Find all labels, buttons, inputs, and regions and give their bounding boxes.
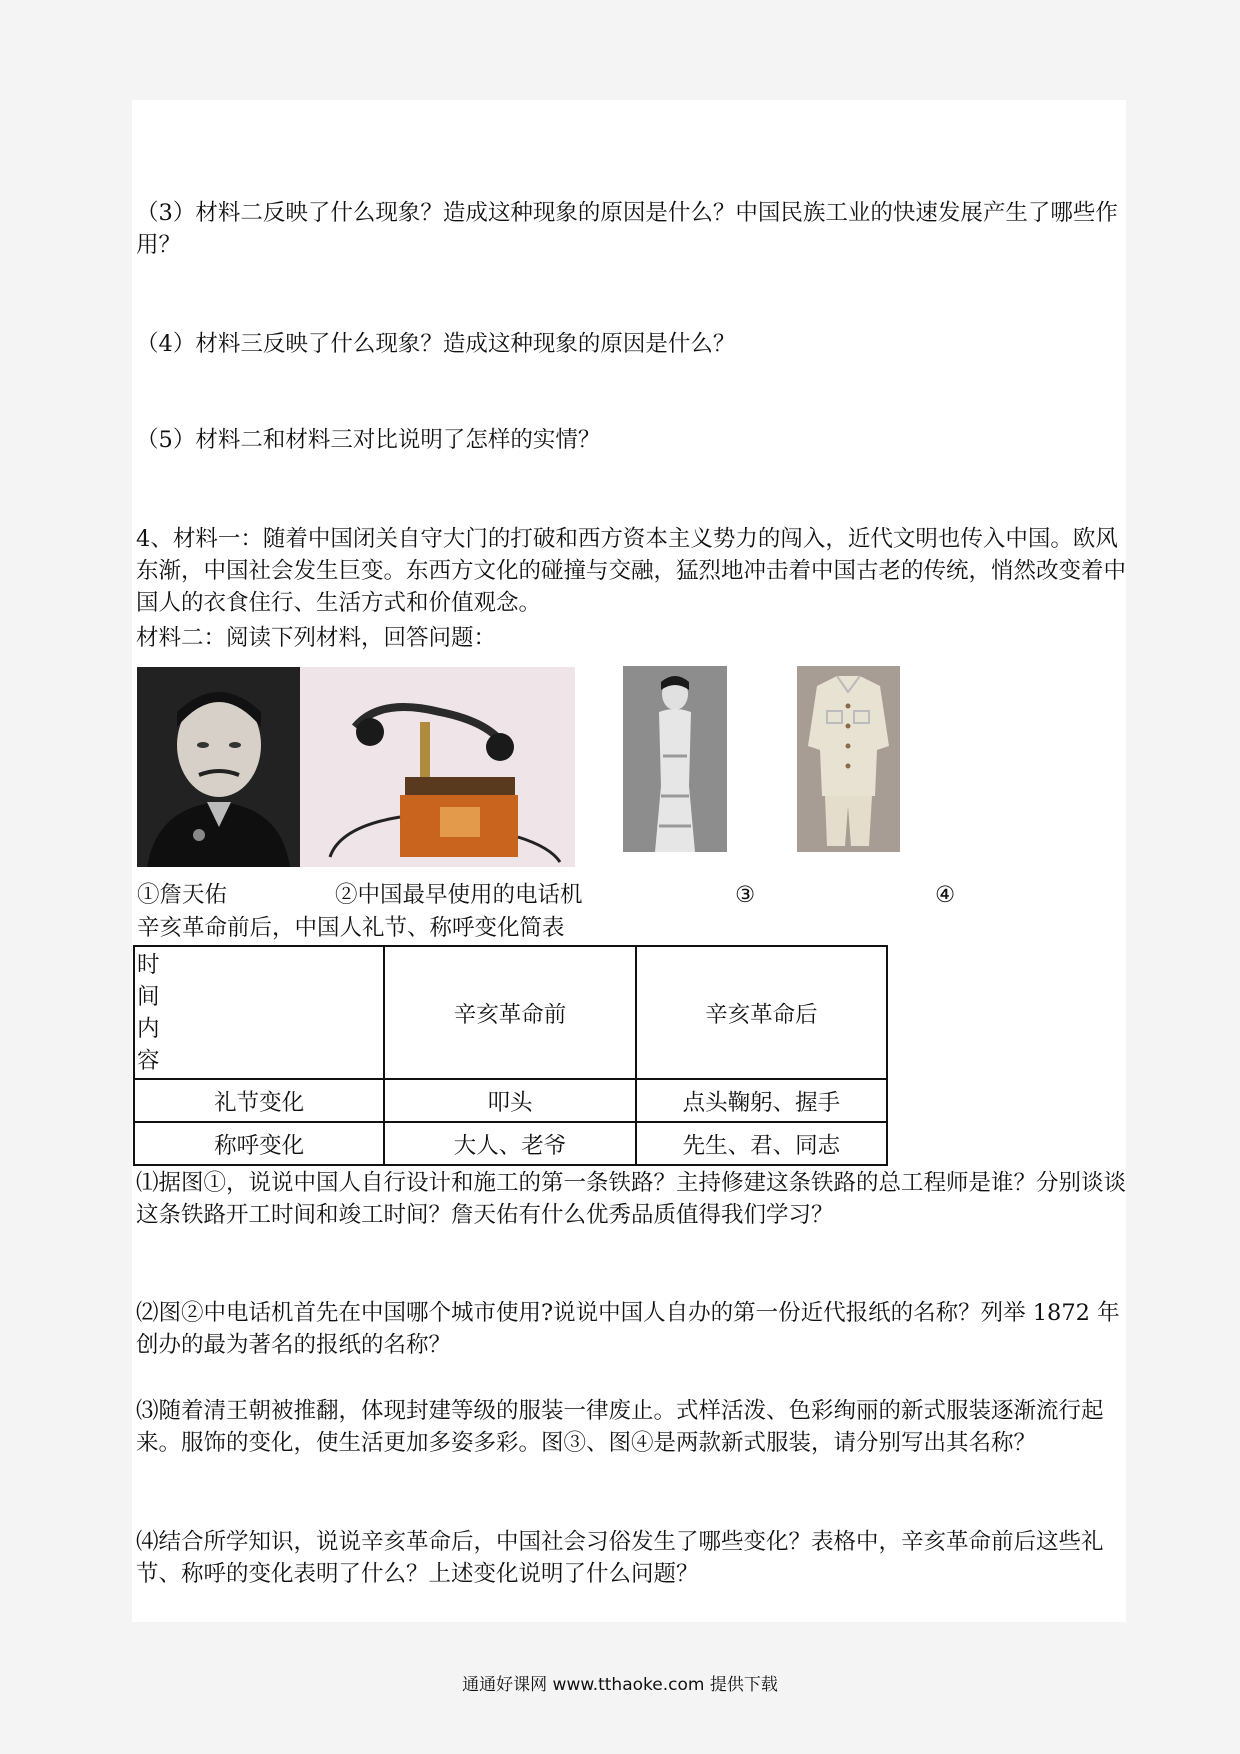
caption-4: ④ [935, 882, 956, 908]
caption-2: ②中国最早使用的电话机 [335, 882, 583, 908]
header-before: 辛亥革命前 [384, 946, 635, 1079]
corner-char: 时 [137, 951, 160, 978]
corner-char: 内 [137, 1015, 160, 1042]
qipao-photo [623, 666, 727, 852]
subquestion-4: ⑷结合所学知识，说说辛亥革命后，中国社会习俗发生了哪些变化？表格中，辛亥革命前后这些礼节、称呼的变化表明了什么？上述变化说明了什么问题？ [136, 1529, 1104, 1587]
question-4: （4）材料三反映了什么现象？造成这种现象的原因是什么？ [136, 331, 736, 357]
table-header-row [134, 946, 887, 1079]
question-5: （5）材料二和材料三对比说明了怎样的实情？ [136, 427, 601, 453]
row-after: 先生、君、同志 [636, 1122, 887, 1165]
page-footer: 通通好课网 www.tthaoke.com 提供下载 [462, 1675, 778, 1695]
row-label: 称呼变化 [134, 1122, 384, 1165]
table-title: 辛亥革命前后，中国人礼节、称呼变化简表 [137, 915, 565, 941]
row-before: 大人、老爷 [384, 1122, 635, 1165]
corner-char: 间 [137, 983, 160, 1010]
table-corner-cell [134, 946, 384, 1079]
row-label: 礼节变化 [134, 1079, 384, 1122]
subquestion-3: ⑶随着清王朝被推翻，体现封建等级的服装一律废止。式样活泼、色彩绚丽的新式服装逐渐流行起来。服饰的变化，使生活更加多姿多彩。图③、图④是两款新式服装，请分别写出其名称？ [136, 1398, 1104, 1456]
etiquette-table [133, 945, 888, 1166]
row-after: 点头鞠躬、握手 [636, 1079, 887, 1122]
material-two-intro: 材料二：阅读下列材料，回答问题： [136, 625, 497, 651]
zhongshan-suit-photo [797, 666, 900, 852]
portrait-photo [137, 667, 300, 867]
question-3: （3）材料二反映了什么现象？造成这种现象的原因是什么？中国民族工业的快速发展产生了哪些作用？ [136, 200, 1118, 258]
table-row [134, 1122, 887, 1165]
subquestion-2: ⑵图②中电话机首先在中国哪个城市使用?说说中国人自办的第一份近代报纸的名称？列举 1872 年创办的最为著名的报纸的名称？ [136, 1300, 1120, 1358]
caption-3: ③ [735, 882, 756, 908]
header-after: 辛亥革命后 [636, 946, 887, 1079]
telephone-photo [300, 667, 575, 867]
caption-1: ①詹天佑 [137, 882, 228, 908]
row-before: 叩头 [384, 1079, 635, 1122]
table-row [134, 1079, 887, 1122]
subquestion-1: ⑴据图①，说说中国人自行设计和施工的第一条铁路？主持修建这条铁路的总工程师是谁？分别谈谈这条铁路开工时间和竣工时间？詹天佑有什么优秀品质值得我们学习？ [136, 1170, 1127, 1228]
corner-char: 容 [137, 1047, 160, 1074]
material-one: 4、材料一：随着中国闭关自守大门的打破和西方资本主义势力的闯入，近代文明也传入中国。欧风东渐，中国社会发生巨变。东西方文化的碰撞与交融，猛烈地冲击着中国古老的传统，悄然改变着中国人的衣食住行、生活方式和价值观念。 [136, 526, 1127, 616]
